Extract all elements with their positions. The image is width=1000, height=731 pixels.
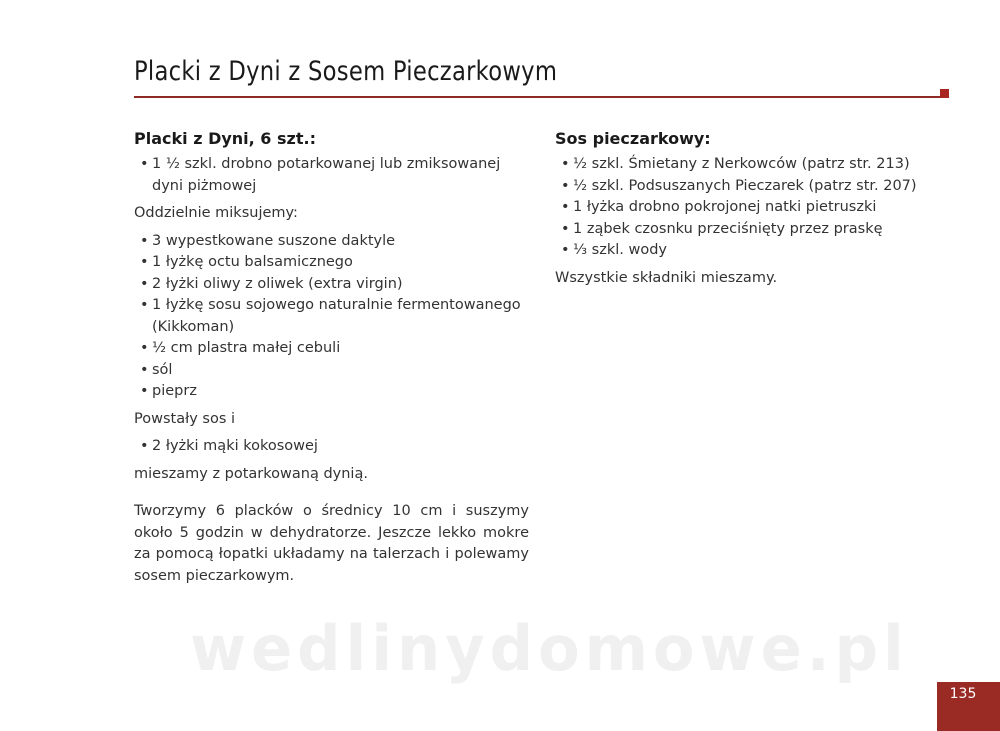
bullet-marker: • — [561, 220, 570, 237]
ingredient-item — [134, 252, 529, 274]
bullet-marker: • — [140, 297, 149, 313]
resulting-sauce-text: Powstały sos i — [134, 410, 236, 427]
flour-ingredient-list — [134, 436, 529, 458]
bullet-marker: • — [561, 199, 570, 215]
mix-with-pumpkin-text: mieszamy z potarkowaną dynią. — [134, 465, 368, 482]
ingredient-item — [555, 176, 935, 198]
ingredient-item — [134, 274, 529, 296]
ingredient-text: 3 wypestkowane suszone daktyle — [152, 232, 396, 249]
bullet-marker: • — [140, 438, 149, 454]
watermark: wedlinydomowe.pl — [190, 612, 909, 685]
ingredient-item — [555, 197, 935, 219]
ingredient-item — [134, 338, 529, 360]
bullet-marker: • — [140, 361, 149, 378]
bullet-marker: • — [140, 156, 149, 172]
bullet-marker: • — [140, 275, 149, 292]
separately-blend-text: Oddzielnie miksujemy: — [134, 205, 298, 221]
bullet-marker: • — [140, 254, 149, 270]
bullet-marker: • — [561, 156, 570, 172]
instructions-paragraph: Tworzymy 6 placków o średnicy 10 cm i suszymy około 5 godzin w dehydratorze. Jeszcze lekko mokre za pomocą łopatki układamy na talerzach i polewamy sosem pieczarkowym. — [134, 503, 529, 584]
bullet-marker: • — [140, 340, 149, 356]
bullet-marker: • — [140, 383, 149, 399]
ingredient-text: ½ cm plastra małej cebuli — [152, 340, 341, 356]
ingredient-item — [134, 381, 529, 403]
ingredient-item — [134, 436, 529, 458]
bullet-marker: • — [561, 177, 570, 194]
ingredient-text: 2 łyżki oliwy z oliwek (extra virgin) — [152, 275, 403, 292]
ingredient-text: 1 łyżka drobno pokrojonej natki pietruszki — [573, 199, 877, 215]
ingredient-item — [555, 240, 935, 262]
ingredient-item — [555, 219, 935, 241]
title-divider — [134, 96, 942, 98]
ingredient-text: 1 ½ szkl. drobno potarkowanej lub zmiksowanej dyni piżmowej — [152, 156, 501, 194]
pumpkin-pancakes-heading: Placki z Dyni, 6 szt.: — [134, 129, 316, 148]
sauce-ingredient-list — [134, 231, 529, 403]
ingredient-text: 1 ząbek czosnku przeciśnięty przez praskę — [573, 220, 883, 237]
ingredient-text: 1 łyżkę sosu sojowego naturalnie fermentowanego (Kikkoman) — [152, 297, 521, 335]
ingredient-text: ½ szkl. Podsuszanych Pieczarek (patrz str. 207) — [573, 177, 917, 194]
mix-all-text: Wszystkie składniki mieszamy. — [555, 269, 778, 286]
ingredient-item — [555, 154, 935, 176]
bullet-marker: • — [140, 232, 149, 249]
mushroom-sauce-heading: Sos pieczarkowy: — [555, 129, 711, 148]
pumpkin-ingredient-list — [134, 154, 529, 197]
ingredient-text: 2 łyżki mąki kokosowej — [152, 438, 318, 454]
ingredient-item — [134, 360, 529, 382]
ingredient-text: pieprz — [152, 383, 197, 399]
ingredient-text: 1 łyżkę octu balsamicznego — [152, 254, 353, 270]
divider-square-accent — [940, 89, 949, 98]
pumpkin-pancakes-column — [134, 128, 529, 593]
ingredient-text: ⅓ szkl. wody — [573, 242, 667, 258]
ingredient-item — [134, 231, 529, 253]
mushroom-sauce-ingredient-list — [555, 154, 935, 262]
ingredient-item — [134, 154, 529, 197]
ingredient-item — [134, 295, 529, 338]
page-title: Placki z Dyni z Sosem Pieczarkowym — [134, 56, 558, 87]
mushroom-sauce-column — [555, 128, 935, 295]
ingredient-text: ½ szkl. Śmietany z Nerkowców (patrz str. 213) — [573, 156, 910, 172]
ingredient-text: sól — [152, 361, 173, 378]
page-number-box — [937, 682, 1000, 731]
page-number: 135 — [949, 686, 977, 702]
bullet-marker: • — [561, 242, 570, 258]
